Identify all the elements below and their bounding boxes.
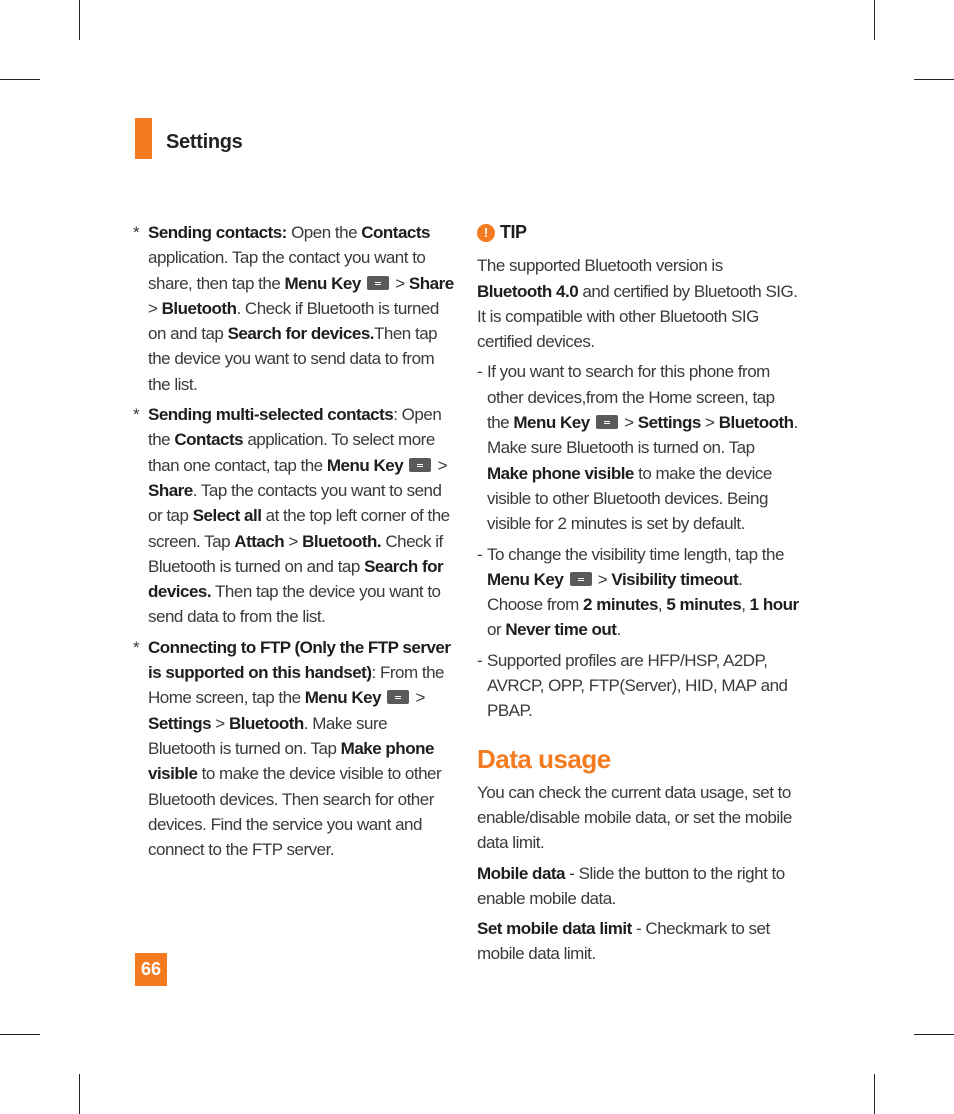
dash-bullet: - [477,362,483,382]
asterisk-bullet: * [133,223,140,242]
menu-key-icon [596,415,618,429]
asterisk-bullet: * [133,637,140,657]
left-column [133,220,458,867]
menu-key-icon [367,276,389,290]
dash-bullet: - [477,650,483,670]
menu-key-icon [387,690,409,704]
crop-mark [874,1074,875,1114]
set-limit-paragraph: Set mobile data limit - Checkmark to set mobile data limit. [477,919,770,964]
right-column [477,220,799,972]
list-item-ftp: * Connecting to FTP (Only the FTP server is supported on this handset): From the Home screen, tap the Menu Key > Settings > Bluetooth. Make sure Bluetooth is turned on. Tap Make phone visible to make the device visible to other Bluetooth devices. Then search for other devices. Find the service you want and connect to the FTP server. [133,635,458,863]
crop-mark [914,79,954,80]
tip-text: The supported Bluetooth version is Bluetooth 4.0 and certified by Bluetooth SIG. It is compatible with other Bluetooth SIG certified devices. [477,256,798,352]
data-usage-intro: You can check the current data usage, set to enable/disable mobile data, or set the mobile data limit. [477,782,792,853]
exclamation-icon: ! [477,224,495,242]
crop-mark [79,1074,80,1114]
tip-heading: ! TIP [477,220,799,245]
section-title: Settings [166,131,243,153]
crop-mark [0,1034,40,1035]
asterisk-bullet: * [133,405,140,425]
list-item-multi-selected: * Sending multi-selected contacts: Open the Contacts application. To select more than one contact, tap the Menu Key > Share. Tap the contacts you want to send or tap Select all at the top left corner of the screen. Tap Attach > Bluetooth. Check if Bluetooth is turned on and tap Search for devices. Then tap the device you want to send data to from the list. [133,402,458,630]
menu-key-icon [570,572,592,586]
dash-bullet: - [477,544,483,564]
data-usage-heading: Data usage [477,743,611,774]
section-accent-bar [135,118,152,159]
crop-mark [0,79,40,80]
crop-mark [874,0,875,40]
tip-item-search: - If you want to search for this phone from other devices,from the Home screen, tap the Menu Key > Settings > Bluetooth. Make sure Bluetooth is turned on. Tap Make phone visible to make the device visible to other Bluetooth devices. Being visible for 2 minutes is set by default. [477,359,799,536]
page-number: 66 [135,953,167,986]
mobile-data-paragraph: Mobile data - Slide the button to the right to enable mobile data. [477,863,785,908]
tip-item-profiles: - Supported profiles are HFP/HSP, A2DP, AVRCP, OPP, FTP(Server), HID, MAP and PBAP. [477,648,799,724]
crop-mark [79,0,80,40]
tip-item-visibility: - To change the visibility time length, tap the Menu Key > Visibility timeout. Choose from 2 minutes, 5 minutes, 1 hour or Never time out. [477,542,799,643]
menu-key-icon [409,458,431,472]
list-item-sending-contacts: * Sending contacts: Open the Contacts application. Tap the contact you want to share, then tap the Menu Key > Share > Bluetooth. Check if Bluetooth is turned on and tap Search for devices.Then tap the device you want to send data to from the list. [133,220,458,397]
crop-mark [914,1034,954,1035]
